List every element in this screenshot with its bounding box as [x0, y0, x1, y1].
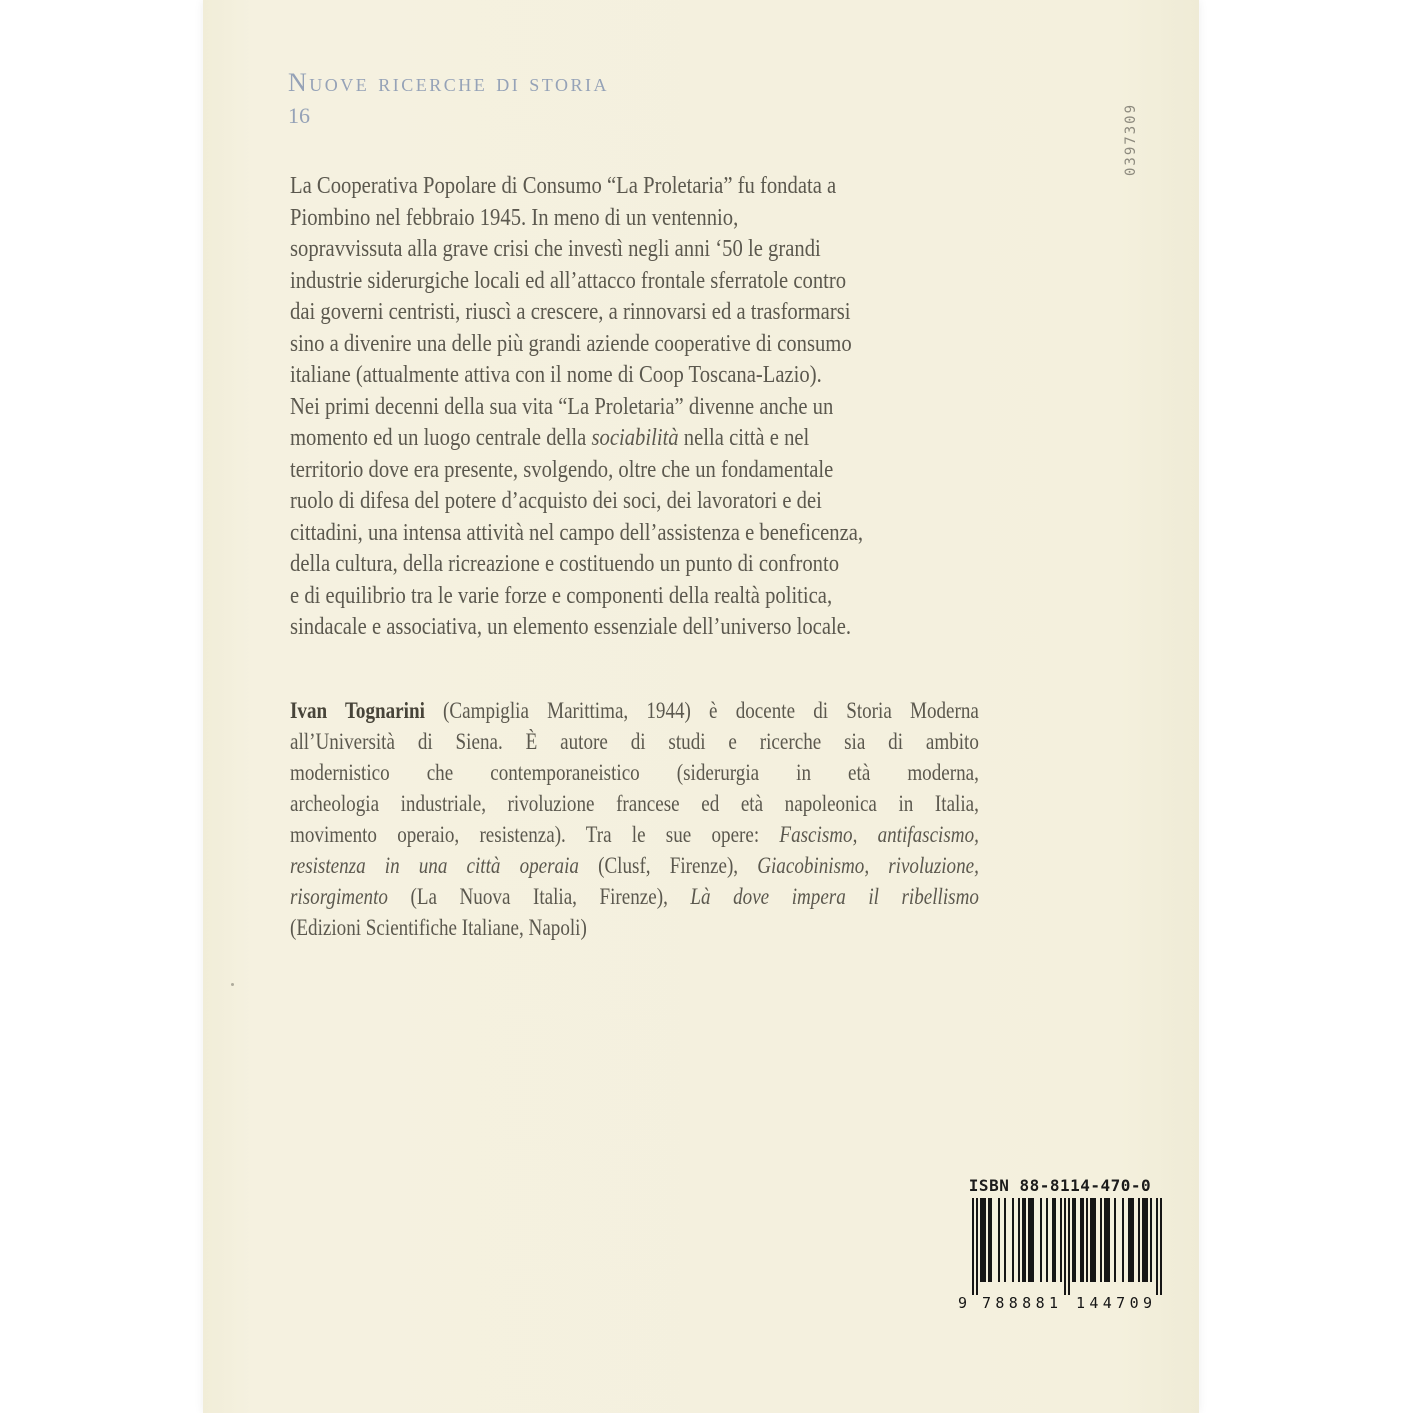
barcode-bar: [1052, 1198, 1054, 1282]
text-line: resistenza in una città operaia (Clusf, Firenze), Giacobinismo, rivoluzione,: [290, 853, 979, 878]
text-line: e di equilibrio tra le varie forze e componenti della realtà politica,: [290, 582, 833, 609]
barcode-bar: [1104, 1198, 1106, 1282]
barcode-bar: [988, 1198, 990, 1282]
barcode-bar: [1018, 1198, 1020, 1282]
barcode-bar: [1074, 1198, 1076, 1282]
barcode-bar: [1094, 1198, 1096, 1282]
barcode-bar: [1086, 1198, 1088, 1282]
book-back-cover: [203, 0, 1199, 1413]
barcode-bar: [1054, 1198, 1056, 1282]
barcode-bar: [1060, 1198, 1062, 1282]
barcode-bar: [1080, 1198, 1082, 1282]
barcode-bar: [1156, 1198, 1158, 1295]
series-number: 16: [288, 103, 310, 128]
barcode-bar: [1090, 1198, 1092, 1282]
isbn-label: ISBN 88-8114-470-0: [968, 1176, 1152, 1195]
barcode-bar: [1040, 1198, 1042, 1282]
text-line: sopravvissuta alla grave crisi che investì negli anni ‘50 le grandi: [290, 236, 821, 262]
series-title: Nuove ricerche di storia: [288, 68, 609, 97]
barcode-bar: [982, 1198, 984, 1282]
barcode-bar: [1108, 1198, 1110, 1282]
text-line: Ivan Tognarini (Campiglia Marittima, 1944) è docente di Storia Moderna: [290, 698, 979, 723]
barcode-bar: [1132, 1198, 1134, 1282]
text-line: della cultura, della ricreazione e costituendo un punto di confronto: [290, 551, 840, 577]
text-line: all’Università di Siena. È autore di studi e ricerche sia di ambito: [290, 729, 979, 754]
text-line: sindacale e associativa, un elemento essenziale dell’universo locale.: [290, 614, 852, 640]
barcode-bar: [1122, 1198, 1124, 1282]
barcode-bar: [1032, 1198, 1034, 1282]
text-line: modernistico che contemporaneistico (siderurgia in età moderna,: [290, 760, 979, 785]
barcode-bar: [1068, 1198, 1070, 1295]
barcode-bar: [1138, 1198, 1140, 1282]
description-paragraph: [290, 171, 863, 644]
print-run-code: 0397309: [1123, 102, 1139, 176]
text-line: territorio dove era presente, svolgendo, oltre che un fondamentale: [290, 456, 834, 483]
text-line: archeologia industriale, rivoluzione francese ed età napoleonica in Italia,: [290, 791, 979, 816]
barcode-bar: [1004, 1198, 1006, 1282]
barcode-bar: [1160, 1198, 1162, 1295]
author-bio-paragraph: [290, 695, 979, 943]
barcode-digits: 144709: [1076, 1294, 1152, 1310]
barcode-bar: [1146, 1198, 1148, 1282]
text-line: risorgimento (La Nuova Italia, Firenze), Là dove impera il ribellismo: [290, 884, 979, 909]
barcode-bar: [972, 1198, 974, 1295]
text-line: italiane (attualmente attiva con il nome di Coop Toscana-Lazio).: [290, 362, 822, 388]
ean13-barcode: [958, 1198, 1162, 1310]
barcode-bar: [1012, 1198, 1014, 1282]
barcode-bar: [1128, 1198, 1130, 1282]
barcode-bar: [1114, 1198, 1116, 1282]
series-header: [288, 68, 609, 129]
barcode-bar: [1100, 1198, 1102, 1282]
barcode-bar: [1028, 1198, 1030, 1282]
text-line: Nei primi decenni della sua vita “La Proletaria” divenne anche un: [290, 393, 834, 420]
text-line: La Cooperativa Popolare di Consumo “La Proletaria” fu fondata a: [290, 173, 837, 199]
barcode-bar: [1082, 1198, 1084, 1282]
barcode-digits: 788881: [982, 1294, 1058, 1310]
barcode-bar: [1046, 1198, 1048, 1282]
text-line: industrie siderurgiche locali ed all’attacco frontale sferratole contro: [290, 267, 847, 294]
text-line: movimento operaio, resistenza). Tra le sue opere: Fascismo, antifascismo,: [290, 822, 979, 847]
barcode-bar: [1130, 1198, 1132, 1282]
text-line: cittadini, una intensa attività nel campo dell’assistenza e beneficenza,: [290, 519, 864, 546]
barcode-bar: [1024, 1198, 1026, 1282]
text-line: ruolo di difesa del potere d’acquisto dei soci, dei lavoratori e dei: [290, 488, 822, 514]
barcode-bar: [1092, 1198, 1094, 1282]
barcode-bar: [976, 1198, 978, 1295]
barcode-bar: [1150, 1198, 1152, 1282]
barcode-bar: [1022, 1198, 1024, 1282]
text-line: Piombino nel febbraio 1945. In meno di un ventennio,: [290, 204, 739, 231]
barcode-bar: [980, 1198, 982, 1282]
barcode-bar: [1144, 1198, 1146, 1282]
isbn-barcode-block: [958, 1176, 1162, 1310]
text-line: dai governi centristi, riuscì a crescere, a rinnovarsi ed a trasformarsi: [290, 299, 851, 325]
text-line: (Edizioni Scientifiche Italiane, Napoli): [290, 915, 587, 940]
barcode-bar: [998, 1198, 1000, 1282]
text-line: momento ed un luogo centrale della sociabilità nella città e nel: [290, 425, 810, 451]
scan-speck: [231, 983, 234, 986]
barcode-bar: [1106, 1198, 1108, 1282]
text-line: sino a divenire una delle più grandi aziende cooperative di consumo: [290, 330, 852, 357]
barcode-bar: [984, 1198, 986, 1282]
barcode-bar: [990, 1198, 992, 1282]
barcode-digits: 9: [958, 1294, 968, 1310]
barcode-bar: [1064, 1198, 1066, 1295]
barcode-bar: [1142, 1198, 1144, 1282]
barcode-bar: [1072, 1198, 1074, 1282]
barcode-bar: [1030, 1198, 1032, 1282]
